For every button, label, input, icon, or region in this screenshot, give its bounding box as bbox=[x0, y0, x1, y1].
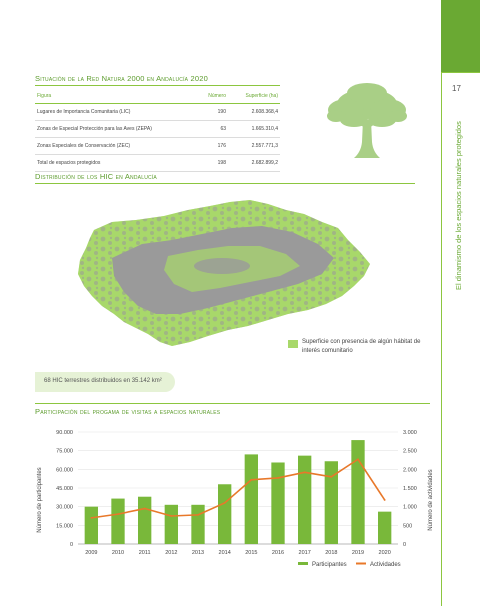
point-actividades bbox=[357, 458, 359, 460]
x-tick-label: 2016 bbox=[271, 550, 285, 556]
y2-tick-label: 2.500 bbox=[403, 448, 417, 455]
bar-participantes bbox=[245, 454, 258, 544]
table-cell: 2.608.368,4 bbox=[228, 104, 280, 121]
point-actividades bbox=[250, 479, 252, 481]
x-tick-label: 2018 bbox=[325, 550, 338, 556]
x-tick-label: 2019 bbox=[351, 550, 365, 556]
point-actividades bbox=[117, 513, 119, 515]
table-row bbox=[35, 138, 280, 155]
x-tick-label: 2014 bbox=[218, 550, 231, 556]
map-legend-swatch bbox=[288, 340, 298, 348]
point-actividades bbox=[330, 476, 332, 478]
bar-participantes bbox=[351, 440, 364, 544]
table-header-row bbox=[35, 88, 280, 104]
chapter-tab bbox=[441, 0, 480, 72]
bar-participantes bbox=[298, 456, 311, 544]
table-row bbox=[35, 155, 280, 172]
x-tick-label: 2015 bbox=[245, 550, 258, 556]
chart-legend bbox=[298, 562, 401, 568]
table-cell: 198 bbox=[189, 155, 228, 172]
hic-title: Distribución de los HIC en Andalucía bbox=[35, 172, 157, 181]
table-cell: 176 bbox=[189, 138, 228, 155]
y2-tick-label: 1.000 bbox=[403, 504, 417, 511]
column-header: Número bbox=[189, 88, 228, 104]
bar-participantes bbox=[378, 512, 391, 544]
bar-participantes bbox=[191, 505, 204, 544]
table-cell: 2.557.771,3 bbox=[228, 138, 280, 155]
x-tick-label: 2017 bbox=[298, 550, 311, 556]
y-tick-label: 15.000 bbox=[56, 523, 73, 530]
hic-highlight-text: 68 HIC terrestres distribuidos en 35.142 km² bbox=[44, 378, 162, 384]
legend-label-participantes: Participantes bbox=[312, 562, 347, 568]
point-actividades bbox=[144, 508, 146, 510]
table-cell: Zonas de Especial Protección para las Aves (ZEPA) bbox=[35, 121, 189, 138]
bar-participantes bbox=[165, 505, 178, 544]
andalucia-hic-map bbox=[72, 196, 382, 356]
visits-title: Participación del progama de visitas a espacios naturales bbox=[35, 407, 221, 416]
table-cell: 1.665.310,4 bbox=[228, 121, 280, 138]
y2-tick-label: 0 bbox=[403, 542, 407, 548]
x-tick-label: 2020 bbox=[378, 550, 391, 556]
y-tick-label: 90.000 bbox=[56, 430, 73, 436]
tab-divider bbox=[441, 72, 480, 73]
point-actividades bbox=[384, 499, 386, 501]
bar-participantes bbox=[85, 507, 98, 544]
table-cell: 63 bbox=[189, 121, 228, 138]
point-actividades bbox=[277, 477, 279, 479]
table-cell: Lugares de Importancia Comunitaria (LIC) bbox=[35, 104, 189, 121]
y2-tick-label: 500 bbox=[403, 523, 413, 530]
red-natura-title: Situación de la Red Natura 2000 en Andalucía 2020 bbox=[35, 74, 208, 83]
map-legend-label: Superficie con presencia de algún hábitat de interés comunitario bbox=[302, 339, 421, 354]
table-cell: Zonas Especiales de Conservación (ZEC) bbox=[35, 138, 189, 155]
point-actividades bbox=[170, 515, 172, 517]
red-natura-title-rule bbox=[35, 85, 280, 86]
line-actividades bbox=[91, 459, 384, 518]
hic-title-rule bbox=[35, 183, 415, 184]
y-tick-label: 30.000 bbox=[56, 504, 73, 511]
hic-highlight-box bbox=[35, 372, 175, 392]
column-header: Figura bbox=[35, 88, 189, 104]
y-tick-label: 0 bbox=[69, 542, 73, 548]
point-actividades bbox=[90, 517, 92, 519]
x-tick-label: 2012 bbox=[165, 550, 178, 556]
red-natura-table bbox=[35, 88, 280, 172]
page-number: 17 bbox=[452, 84, 461, 93]
y-tick-label: 60.000 bbox=[56, 467, 73, 474]
x-tick-label: 2010 bbox=[111, 550, 125, 556]
point-actividades bbox=[224, 502, 226, 504]
bar-participantes bbox=[111, 499, 124, 544]
x-tick-label: 2011 bbox=[138, 550, 151, 556]
table-cell: 190 bbox=[189, 104, 228, 121]
y2-axis-label: Número de actividades bbox=[428, 469, 434, 531]
y-axis-label: Número de participantes bbox=[37, 467, 43, 533]
table-row bbox=[35, 104, 280, 121]
visits-title-rule bbox=[35, 403, 430, 404]
bar-participantes bbox=[138, 497, 151, 544]
chapter-side-title: El dinamismo de los espacios naturales protegidos bbox=[454, 121, 463, 290]
x-tick-label: 2009 bbox=[85, 550, 98, 556]
y2-tick-label: 1.500 bbox=[403, 486, 417, 492]
legend-swatch-participantes bbox=[298, 562, 308, 565]
y-tick-label: 75.000 bbox=[56, 448, 73, 455]
x-tick-label: 2013 bbox=[191, 550, 205, 556]
table-cell: 2.682.899,2 bbox=[228, 155, 280, 172]
y2-tick-label: 3.000 bbox=[403, 430, 417, 436]
bar-participantes bbox=[218, 484, 231, 544]
point-actividades bbox=[304, 471, 306, 473]
page-margin-rule bbox=[441, 0, 442, 606]
legend-label-actividades: Actividades bbox=[370, 562, 401, 568]
table-row bbox=[35, 121, 280, 138]
table-cell: Total de espacios protegidos bbox=[35, 155, 189, 172]
point-actividades bbox=[197, 514, 199, 516]
legend-swatch-actividades bbox=[356, 563, 366, 565]
tree-illustration bbox=[326, 80, 408, 160]
visits-chart bbox=[30, 422, 440, 577]
y2-tick-label: 2.000 bbox=[403, 467, 417, 474]
column-header: Superficie (ha) bbox=[228, 88, 280, 104]
bar-participantes bbox=[271, 462, 284, 544]
y-tick-label: 45.000 bbox=[56, 486, 73, 492]
